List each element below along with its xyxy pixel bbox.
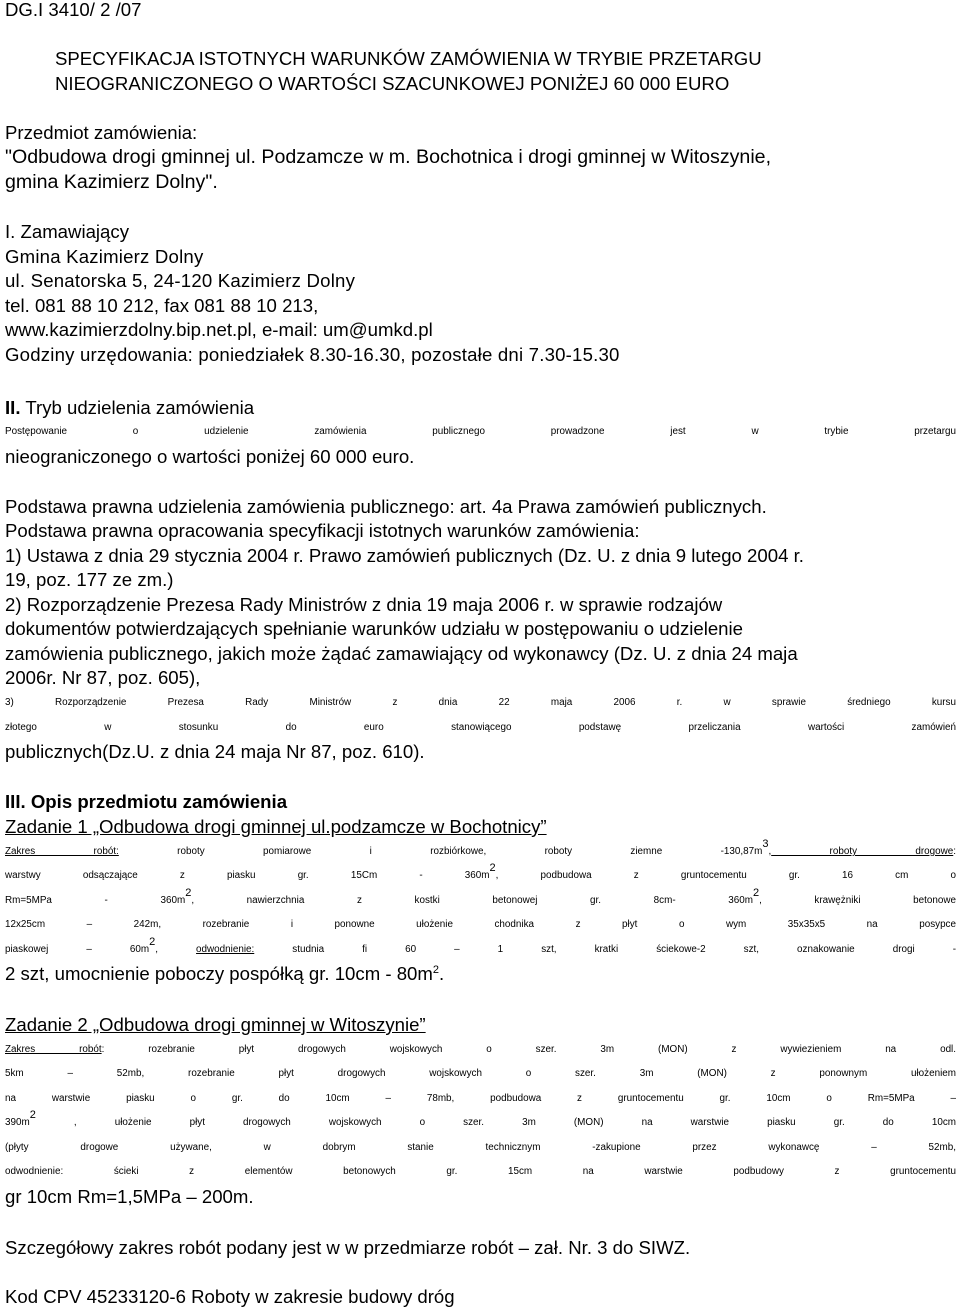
task-1-line-3-sup-2: 2 (752, 887, 760, 899)
cpv-code: Kod CPV 45233120-6 Roboty w zakresie budowy dróg (5, 1286, 455, 1307)
document-reference: DG.I 3410/ 2 /07 (5, 0, 142, 20)
task-2-line-7: gr 10cm Rm=1,5MPa – 200m. (5, 1186, 254, 1207)
task-1-line-6 (5, 962, 444, 986)
task-1-line-5-sup: 2 (149, 936, 156, 948)
section-1-heading: I. Zamawiający (5, 221, 129, 242)
task-1-line-6-text: 2 szt, umocnienie poboczy pospółką gr. 10cm - 80m (5, 963, 433, 984)
procedure-text-line-2: nieograniczonego o wartości poniżej 60 000 euro. (5, 446, 415, 467)
task-1-line-1-sup: 3 (762, 838, 769, 850)
contracting-authority-street: ul. Senatorska 5, 24-120 Kazimierz Dolny (5, 270, 356, 291)
task-1-line-2-sup: 2 (489, 862, 496, 874)
task-2-line-6: odwodnienie: ścieki z elementów betonowych gr. 15cm na warstwie podbudowy z gruntocementu (5, 1166, 956, 1177)
contracting-authority-web-email: www.kazimierzdolny.bip.net.pl, e-mail: um@umkd.pl (5, 319, 433, 340)
section-2-number: II. (5, 397, 21, 418)
task-1-line-5-sep: , (155, 944, 197, 955)
task-1-line-6-sup: 2 (432, 964, 439, 976)
task-1-line-3-text: Rm=5MPa - 360m (5, 895, 186, 906)
subject-line-1: "Odbudowa drogi gminnej ul. Podzamcze w m. Bochotnica i drogi gminnej w Witoszynie, (5, 146, 772, 168)
task-1-line-1 (5, 840, 956, 864)
task-1-scope-label: Zakres robót: (5, 846, 119, 857)
office-hours: Godziny urzędowania: poniedziałek 8.30-16.30, pozostałe dni 7.30-15.30 (5, 344, 620, 365)
task-1-line-2 (5, 864, 956, 888)
law-2-line-2: dokumentów potwierdzających spełnianie warunków udziału w postępowaniu o udzielenie (5, 618, 743, 639)
legal-basis-line: Podstawa prawna udzielenia zamówienia publicznego: art. 4a Prawa zamówień publicznych. (5, 496, 767, 517)
contracting-authority-name: Gmina Kazimierz Dolny (5, 246, 204, 267)
task-1-line-3 (5, 889, 956, 913)
task-2-line-3: na warstwie piasku o gr. do 10cm – 78mb, podbudowa z gruntocementu gr. 10cm o Rm=5MPa – (5, 1093, 956, 1104)
task-1-line-1-end: : (953, 846, 956, 857)
document-title-line-1: SPECYFIKACJA ISTOTNYCH WARUNKÓW ZAMÓWIENIA W TRYBIE PRZETARGU (55, 48, 762, 69)
section-2-heading (5, 396, 254, 420)
task-1-line-1-comma: , (768, 846, 772, 857)
task-1-line-5-text: piaskowej – 60m (5, 944, 150, 955)
task-2-line-4-text: 390m (5, 1117, 30, 1128)
section-3-heading: III. Opis przedmiotu zamówienia (5, 791, 288, 812)
task-1-road-works-label: roboty drogowe (771, 846, 954, 857)
task-1-line-5 (5, 938, 956, 962)
law-3-line-3: publicznych(Dz.U. z dnia 24 maja Nr 87, poz. 610). (5, 741, 425, 762)
task-1-line-2-end: , podbudowa z gruntocementu gr. 16 cm o (495, 870, 957, 881)
task-1-line-3-sup: 2 (185, 887, 192, 899)
law-2-line-1: 2) Rozporządzenie Prezesa Rady Ministrów z dnia 19 maja 2006 r. w sprawie rodzajów (5, 594, 723, 615)
task-1-line-6-end: . (439, 963, 445, 984)
task-1-title: Zadanie 1 „Odbudowa drogi gminnej ul.podzamcze w Bochotnicy” (5, 816, 547, 837)
procedure-text-line-1: Postępowanie o udzielenie zamówienia publicznego prowadzone jest w trybie przetargu (5, 426, 956, 437)
task-1-drainage-label: odwodnienie: (196, 944, 255, 955)
law-1-line-1: 1) Ustawa z dnia 29 stycznia 2004 r. Prawo zamówień publicznych (Dz. U. z dnia 9 lutego 2004 r. (5, 545, 804, 566)
task-2-line-1-text: : rozebranie płyt drogowych wojskowych o szer. 3m (MON) z wywiezieniem na odl. (101, 1044, 956, 1055)
law-2-line-4: 2006r. Nr 87, poz. 605), (5, 667, 201, 688)
task-2-line-4-end: , ułożenie płyt drogowych wojskowych o szer. 3m (MON) na warstwie piasku gr. do 10cm (35, 1117, 956, 1128)
law-1-line-2: 19, poz. 177 ze zm.) (5, 569, 174, 590)
task-2-scope-label: Zakres robót (5, 1044, 102, 1055)
task-2-line-1 (5, 1038, 956, 1062)
task-1-line-2-text: warstwy odsączające z piasku gr. 15Cm - 360m (5, 870, 490, 881)
legal-basis-spec-line: Podstawa prawna opracowania specyfikacji istotnych warunków zamówienia: (5, 520, 640, 541)
section-2-title: Tryb udzielenia zamówienia (20, 397, 255, 418)
subject-line-2: gmina Kazimierz Dolny". (5, 171, 218, 193)
task-2-line-4-sup: 2 (29, 1109, 36, 1121)
detailed-scope-note: Szczegółowy zakres robót podany jest w w przedmiarze robót – zał. Nr. 3 do SIWZ. (5, 1237, 691, 1258)
task-2-line-2: 5km – 52mb, rozebranie płyt drogowych wojskowych o szer. 3m (MON) z ponownym ułożeniem (5, 1068, 956, 1079)
contracting-authority-phone: tel. 081 88 10 212, fax 081 88 10 213, (5, 295, 319, 316)
task-1-line-3-end: , krawężniki betonowe (759, 895, 956, 906)
task-2-title: Zadanie 2 „Odbudowa drogi gminnej w Witoszynie” (5, 1014, 426, 1035)
law-3-line-2: złotego w stosunku do euro stanowiącego podstawę przeliczania wartości zamówień (5, 722, 956, 733)
task-1-line-4: 12x25cm – 242m, rozebranie i ponowne ułożenie chodnika z płyt o wym 35x35x5 na posypce (5, 919, 956, 930)
law-2-line-3: zamówienia publicznego, jakich może żądać zamawiający od wykonawcy (Dz. U. z dnia 24 maja (5, 643, 798, 664)
subject-label: Przedmiot zamówienia: (5, 122, 198, 143)
task-2-line-4 (5, 1111, 956, 1135)
document-title-line-2: NIEOGRANICZONEGO O WARTOŚCI SZACUNKOWEJ PONIŻEJ 60 000 EURO (55, 73, 730, 94)
task-1-line-1-text: roboty pomiarowe i rozbiórkowe, roboty ziemne -130,87m (118, 846, 763, 857)
task-1-line-3-mid: , nawierzchnia z kostki betonowej gr. 8cm- 360m (191, 895, 753, 906)
task-1-line-5-end: studnia fi 60 – 1 szt, kratki ściekowe-2 szt, oznakowanie drogi - (254, 944, 956, 955)
law-3-line-1: 3) Rozporządzenie Prezesa Rady Ministrów z dnia 22 maja 2006 r. w sprawie średniego kursu (5, 697, 956, 708)
task-2-line-5: (płyty drogowe używane, w dobrym stanie technicznym -zakupione przez wykonawcę – 52mb, (5, 1142, 956, 1153)
